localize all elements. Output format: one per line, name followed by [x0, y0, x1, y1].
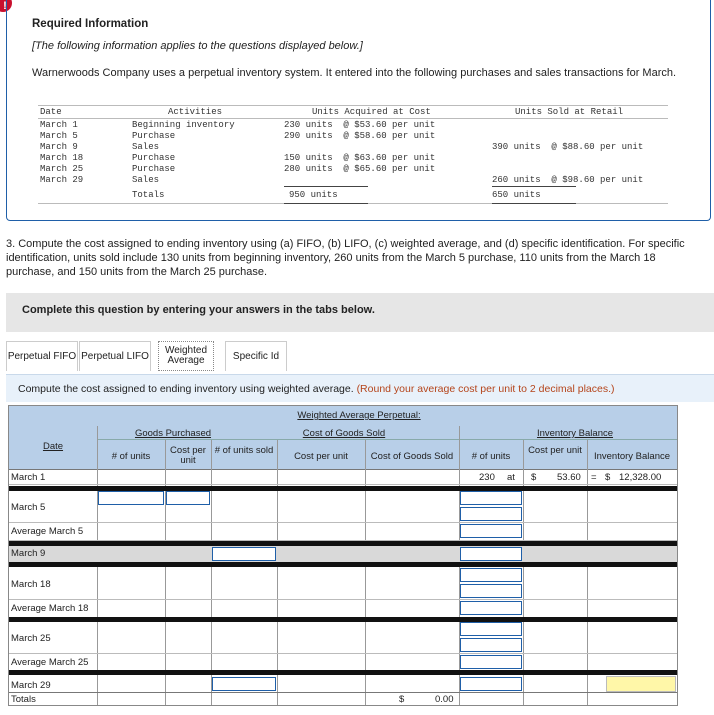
weighted-average-grid [8, 405, 678, 706]
alert-icon: ! [0, 0, 12, 12]
row-march-1: March 1 [11, 472, 46, 483]
march25-inv-units-input-1[interactable] [460, 622, 522, 636]
inv-row: March 1 Beginning inventory 230 units @ $53.60 per unit [40, 120, 436, 130]
march5-units-input[interactable] [98, 491, 164, 505]
header-units-sold: # of units sold [214, 445, 274, 456]
header-inv-balance: Inventory Balance [593, 451, 671, 462]
tab-perpetual-fifo[interactable]: Perpetual FIFO [6, 341, 78, 371]
header-date: Date [42, 441, 64, 452]
march9-inv-units-input[interactable] [460, 547, 522, 561]
inv-row: March 9 Sales 390 units @ $88.60 per unit [40, 142, 644, 152]
question-text: 3. Compute the cost assigned to ending inventory using (a) FIFO, (b) LIFO, (c) weighted average, and (d) specific identification. For specific identification, units sold include 130 units from beginning inventory, 260 units from the March 5 purchase, 110 units from the March 18 purchase, and 150 units from the March 25 purchase. [6, 238, 685, 278]
header-inv-num-units: # of units [471, 451, 511, 462]
inv-row: March 18 Purchase 150 units @ $63.60 per unit [40, 153, 436, 163]
inv-header-activities: Activities [168, 107, 223, 117]
ending-inventory-balance-cell[interactable] [606, 676, 676, 692]
tab-weighted-average[interactable]: Weighted Average [158, 341, 214, 371]
march5-cost-input[interactable] [166, 491, 210, 505]
row-march-29: March 29 [11, 680, 51, 691]
required-info-title: Required Information [32, 18, 149, 30]
required-info-subtitle: [The following information applies to the questions displayed below.] [32, 40, 363, 52]
instructions-main: Compute the cost assigned to ending inventory using weighted average. [18, 383, 354, 395]
march1-at: at [507, 472, 515, 483]
inv-row: March 29 Sales 260 units @ $98.60 per unit [40, 175, 644, 185]
march29-units-sold-input[interactable] [212, 677, 276, 691]
march1-dollar: $ [531, 472, 537, 483]
header-cost-per-unit: Cost per unit [170, 445, 206, 466]
complete-text: Complete this question by entering your answers in the tabs below. [22, 304, 375, 316]
complete-bar [6, 293, 714, 332]
inv-row: March 5 Purchase 290 units @ $58.60 per unit [40, 131, 436, 141]
avg-march18-units-input[interactable] [460, 601, 522, 615]
totals-dollar: $ [399, 694, 405, 705]
march5-inv-units-input-2[interactable] [460, 507, 522, 521]
march1-dollar2: $ [605, 472, 611, 483]
totals-cogs: 0.00 [435, 694, 454, 705]
header-cost-of-goods-sold: Cost of Goods Sold [302, 428, 386, 439]
march1-units: 230 [479, 472, 495, 483]
march25-inv-units-input-2[interactable] [460, 638, 522, 652]
acquired-double-underline [284, 203, 368, 204]
march1-balance: 12,328.00 [619, 472, 662, 483]
row-march-9: March 9 [11, 548, 46, 559]
row-average-march-18: Average March 18 [11, 603, 89, 614]
row-average-march-25: Average March 25 [11, 657, 89, 668]
tab-perpetual-lifo[interactable]: Perpetual LIFO [79, 341, 151, 371]
inv-header-date: Date [40, 107, 62, 117]
tab-specific-id[interactable]: Specific Id [225, 341, 287, 371]
march18-inv-units-input-2[interactable] [460, 584, 522, 598]
inv-totals-row: Totals 950 units 650 units [132, 190, 541, 200]
header-cogs-cost-per-unit: Cost per unit [294, 451, 348, 462]
row-totals: Totals [11, 694, 36, 705]
avg-march5-units-input[interactable] [460, 524, 522, 538]
avg-march25-units-input[interactable] [460, 655, 522, 669]
header-cogs-total: Cost of Goods Sold [370, 451, 454, 462]
row-march-25: March 25 [11, 633, 51, 644]
march5-inv-units-input-1[interactable] [460, 491, 522, 505]
instructions-note: (Round your average cost per unit to 2 decimal places.) [356, 383, 615, 395]
acquired-underline [284, 186, 368, 187]
grid-title: Weighted Average Perpetual: [297, 410, 421, 421]
march18-inv-units-input-1[interactable] [460, 568, 522, 582]
march29-inv-units-input[interactable] [460, 677, 522, 691]
march1-eq: = [591, 472, 597, 483]
inv-row: March 25 Purchase 280 units @ $65.60 per unit [40, 164, 436, 174]
inv-header-sold: Units Sold at Retail [515, 107, 624, 117]
header-num-units: # of units [111, 451, 151, 462]
header-inventory-balance: Inventory Balance [536, 428, 614, 439]
sold-double-underline [492, 203, 576, 204]
instructions-bar [6, 374, 714, 402]
row-march-5: March 5 [11, 502, 46, 513]
required-info-text: Warnerwoods Company uses a perpetual inventory system. It entered into the following purchases and sales transactions for March. [32, 67, 677, 79]
inv-header-acquired: Units Acquired at Cost [312, 107, 431, 117]
header-inv-cost-per-unit: Cost per unit [528, 445, 582, 456]
march1-cost: 53.60 [557, 472, 581, 483]
march9-units-sold-input[interactable] [212, 547, 276, 561]
inventory-table [38, 105, 668, 204]
sold-underline [492, 186, 576, 187]
row-average-march-5: Average March 5 [11, 526, 84, 537]
header-goods-purchased: Goods Purchased [134, 428, 212, 439]
row-march-18: March 18 [11, 579, 51, 590]
